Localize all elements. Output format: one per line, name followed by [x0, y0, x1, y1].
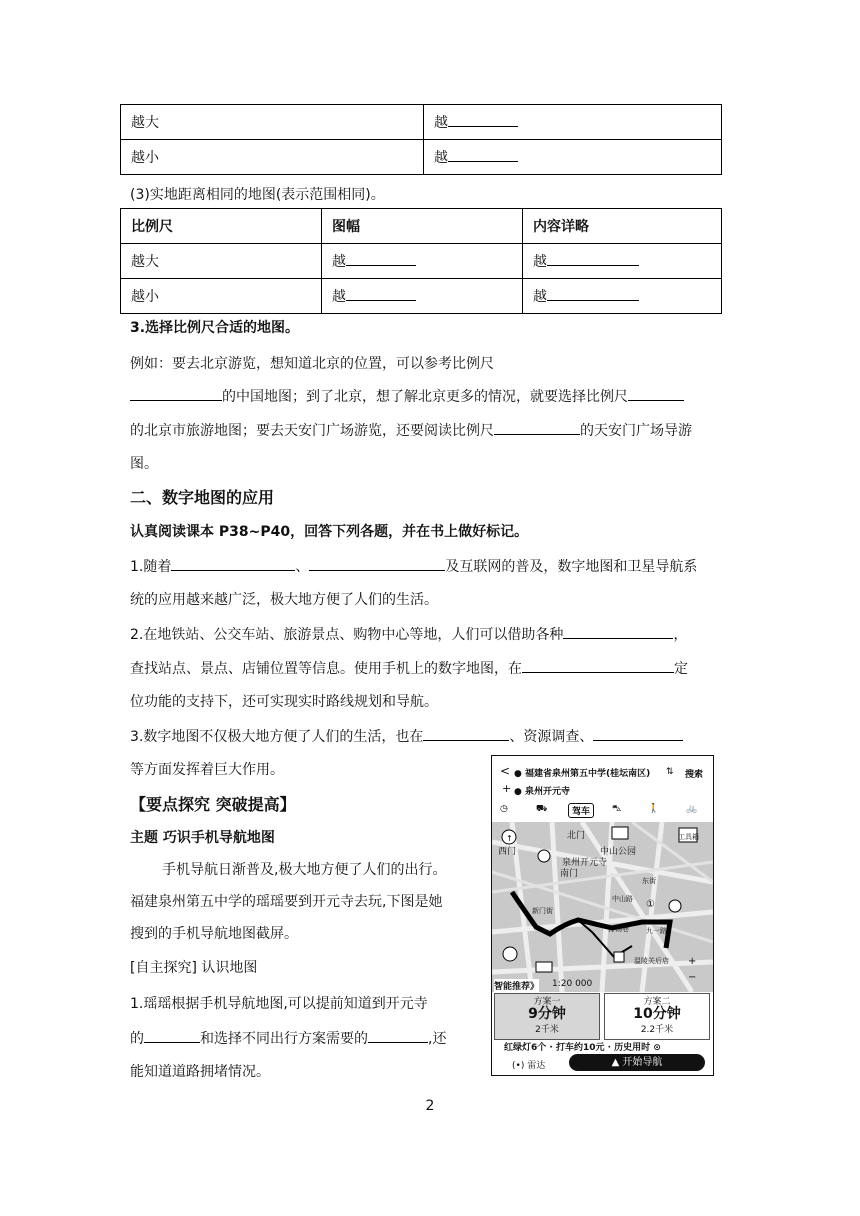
- map-label-street3: 九一路: [646, 927, 667, 935]
- s3-line-2: 的中国地图；到了北京，想了解北京更多的情况，就要选择比例尺: [130, 386, 730, 407]
- map-label-hotel: 温陵关后店: [634, 957, 669, 965]
- zoom-in-button[interactable]: +: [688, 956, 697, 967]
- table1-r1-c2: 越: [424, 105, 722, 140]
- map-label-north-gate: 北门: [567, 831, 586, 841]
- scale-table-2: [120, 208, 722, 314]
- sec2-q2-line2: 查找站点、景点、店铺位置等信息。使用手机上的数字地图，在 定: [130, 658, 730, 679]
- sec2-q2-line1: 2.在地铁站、公交车站、旅游景点、购物中心等地，人们可以借助各种 ，: [130, 624, 730, 645]
- origin-field[interactable]: ● 福建省泉州第五中学(桂坛南区): [514, 769, 651, 779]
- svg-text:↑: ↑: [506, 834, 513, 843]
- map-label-toolbox[interactable]: 工具箱: [678, 833, 699, 841]
- table1-r2-c1: 越小: [121, 140, 424, 175]
- table2-r2-c3: 越: [523, 279, 722, 314]
- table2-r2-c2: 越: [322, 279, 523, 314]
- plan-2-distance: 2.2千米: [640, 1025, 674, 1035]
- section-3-title: 3.选择比例尺合适的地图。: [130, 320, 300, 336]
- destination-field[interactable]: ● 泉州开元寺: [514, 787, 570, 797]
- table1-r2-c2: 越: [424, 140, 722, 175]
- sec3-q1-line3: 能知道道路拥堵情况。: [130, 1064, 270, 1080]
- s3-line-1: 例如：要去北京游览，想知道北京的位置，可以参考比例尺: [130, 356, 494, 372]
- phone-navigation-screenshot: [491, 755, 714, 1076]
- map-label-kaiyuan: 泉州开元寺: [562, 858, 608, 868]
- table2-header-2: 图幅: [322, 209, 523, 244]
- mode-clock-icon[interactable]: ◷: [500, 804, 508, 814]
- table2-r1-c2: 越: [322, 244, 523, 279]
- sec3-p3: 搜到的手机导航地图截屏。: [130, 926, 298, 942]
- s3-line-3: 的北京市旅游地图；要去天安门广场游览，还要阅读比例尺 的天安门广场导游: [130, 420, 730, 441]
- plan-2-card[interactable]: [604, 993, 710, 1040]
- map-scale: 1:20 000: [552, 979, 593, 989]
- sec2-q3-line1: 3.数字地图不仅极大地方便了人们的生活，也在 、资源调查、: [130, 726, 730, 747]
- map-label-park: 中山公园: [600, 847, 637, 857]
- mode-drive-tab[interactable]: 驾车: [568, 803, 594, 818]
- sec2-q1-line2: 统的应用越来越广泛，极大地方便了人们的生活。: [130, 592, 438, 608]
- map-label-mid: 中山路: [612, 895, 633, 903]
- swap-icon[interactable]: ⇅: [666, 767, 674, 777]
- table2-r1-c3: 越: [523, 244, 722, 279]
- table2-header-1: 比例尺: [121, 209, 322, 244]
- plan-1-distance: 2千米: [535, 1025, 559, 1035]
- section-key-points-heading: 【要点探究 突破提高】: [130, 795, 296, 814]
- smart-recommend[interactable]: 智能推荐》: [494, 979, 539, 992]
- search-button[interactable]: 搜索: [685, 770, 704, 780]
- mode-bus-icon[interactable]: ⛍: [612, 804, 622, 814]
- table2-r2-c1: 越小: [121, 279, 322, 314]
- topic-title: 主题 巧识手机导航地图: [130, 830, 275, 846]
- radar-button[interactable]: (•) 雷达: [512, 1061, 546, 1071]
- plan-1-name: 方案一: [533, 997, 561, 1007]
- sec2-q3-line2: 等方面发挥着巨大作用。: [130, 762, 284, 778]
- map-label-street2: 打锡巷: [608, 925, 629, 933]
- back-icon[interactable]: <: [500, 764, 511, 778]
- mode-walk-icon[interactable]: 🚶: [648, 804, 660, 814]
- mode-car-icon[interactable]: ⛟: [536, 804, 548, 814]
- plan-2-name: 方案二: [643, 997, 671, 1007]
- sec3-p1: 手机导航日渐普及,极大地方便了人们的出行。: [162, 862, 447, 878]
- table2-header-3: 内容详略: [523, 209, 722, 244]
- section-2-heading: 二、数字地图的应用: [130, 488, 275, 507]
- mode-bike-icon[interactable]: 🚲: [686, 804, 698, 814]
- map-label-west-gate: 西门: [498, 847, 517, 857]
- sec3-q1-line2: 的 和选择不同出行方案需要的 ,还: [130, 1028, 470, 1049]
- start-navigation-button[interactable]: ▲ 开始导航: [569, 1054, 705, 1071]
- table2-r1-c1: 越大: [121, 244, 322, 279]
- plus-icon[interactable]: +: [502, 782, 512, 795]
- scale-table-1: [120, 104, 722, 175]
- table1-r1-c1: 越大: [121, 105, 424, 140]
- sec3-sub: [自主探究] 认识地图: [130, 960, 258, 976]
- note-3: (3)实地距离相同的地图(表示范围相同)。: [130, 187, 385, 203]
- map-marker-1: ①: [646, 899, 655, 910]
- section-2-instruction: 认真阅读课本 P38~P40，回答下列各题，并在书上做好标记。: [130, 524, 529, 540]
- zoom-out-button[interactable]: −: [688, 972, 697, 983]
- sec2-q1-line1: 1.随着 、 及互联网的普及，数字地图和卫星导航系: [130, 556, 730, 577]
- plan-1-card[interactable]: [494, 993, 600, 1040]
- sec3-q1-line1: 1.瑶瑶根据手机导航地图,可以提前知道到开元寺: [130, 996, 428, 1012]
- map-label-south-gate: 南门: [560, 869, 579, 879]
- plan-2-time: 10分钟: [633, 1006, 681, 1022]
- route-info: 红绿灯6个 · 打车约10元 · 历史用时 ⊙: [504, 1043, 661, 1053]
- s3-line-4: 图。: [130, 456, 158, 472]
- sec3-p2: 福建泉州第五中学的瑶瑶要到开元寺去玩,下图是她: [130, 894, 443, 910]
- page-number: 2: [425, 1098, 435, 1114]
- sec2-q2-line3: 位功能的支持下，还可实现实时路线规划和导航。: [130, 694, 438, 710]
- map-label-east: 东街: [642, 877, 656, 885]
- map-label-street1: 新门街: [532, 907, 553, 915]
- plan-1-time: 9分钟: [528, 1006, 566, 1022]
